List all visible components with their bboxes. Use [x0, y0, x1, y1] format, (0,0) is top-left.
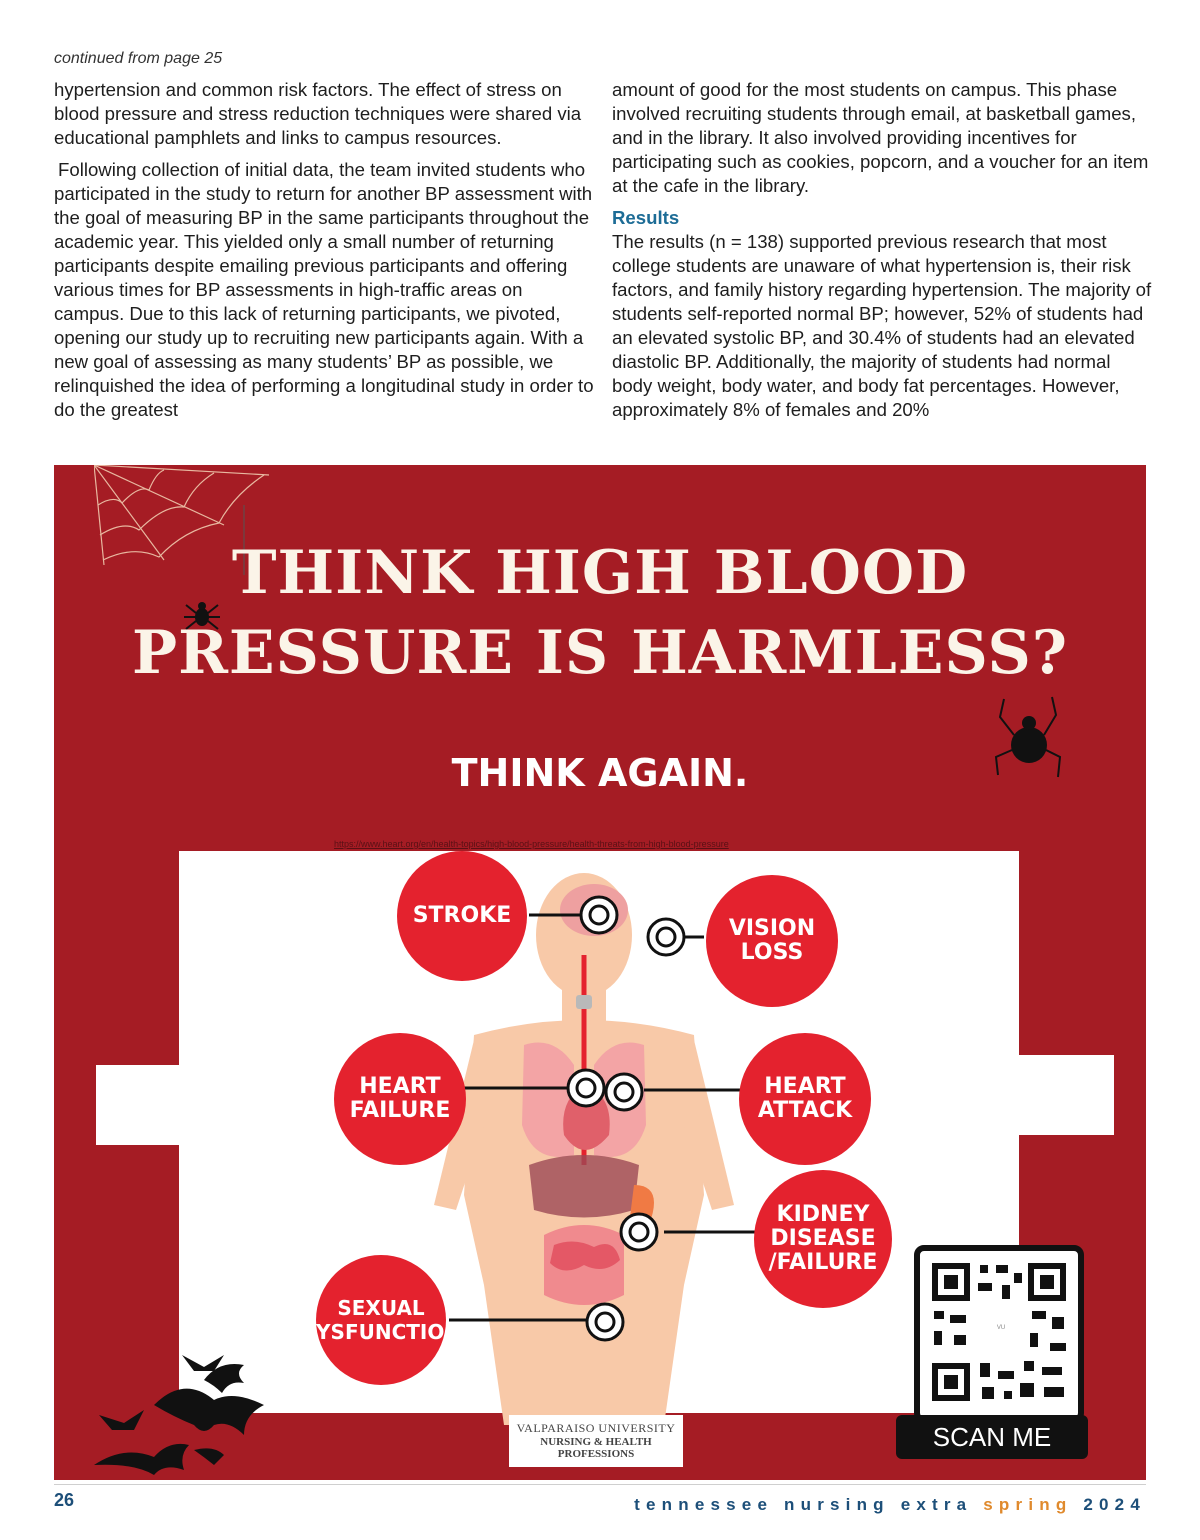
article-column-left — [54, 78, 594, 430]
bats-icon — [94, 1345, 324, 1480]
logo-university-name: VALPARAISO UNIVERSITY — [516, 1421, 676, 1435]
stroke-label: STROKE — [397, 851, 527, 981]
publication-masthead — [634, 1495, 1146, 1515]
page-number: 26 — [54, 1490, 75, 1510]
kidney-disease-label: KIDNEY DISEASE /FAILURE — [754, 1170, 892, 1308]
poster-title-line: THINK HIGH BLOOD — [231, 538, 969, 608]
paragraph: Following collection of initial data, the team invited students who participated in the study to return for another BP assessment with the goal of measuring BP in the same participants throughout the academic year. This yielded only a small number of returning participants despite emailing previous participants and offering various times for BP assessments in high-traffic areas on campus. Due to this lack of returning participants, we pivoted, opening our study up to recruiting new participants again. With a new goal of assessing as many students’ BP as possible, we relinquished the idea of performing a longitudinal study in order to do the greatest — [54, 159, 594, 420]
svg-text:VU: VU — [996, 1325, 1006, 1331]
continued-note: continued from page 25 — [54, 50, 223, 67]
masthead-year: 2024 — [1083, 1495, 1146, 1514]
university-logo — [509, 1415, 683, 1467]
paragraph: amount of good for the most students on campus. This phase involved recruiting students through email, at basketball games, and in the library. It also involved providing incentives for participating such as cookies, popcorn, and a voucher for an item at the cafe in the library. — [612, 79, 1149, 196]
sexual-dysfunction-label: SEXUAL DYSFUNCTION — [316, 1255, 446, 1385]
scan-me-button[interactable]: SCAN ME — [896, 1415, 1088, 1459]
qr-code-icon — [920, 1251, 1078, 1417]
source-link[interactable]: https://www.heart.org/en/health-topics/high-blood-pressure/health-threats-from-high-blood-pressure — [334, 839, 729, 849]
qr-code[interactable] — [914, 1245, 1084, 1423]
logo-college-line: PROFESSIONS — [557, 1448, 635, 1460]
heart-attack-label: HEART ATTACK — [739, 1033, 871, 1165]
masthead-title: tennessee nursing extra — [634, 1495, 973, 1514]
paragraph: The results (n = 138) supported previous research that most college students are unaware of what hypertension is, their risk factors, and family history regarding hypertension. The majority of students self-reported normal BP; however, 52% of students had an elevated systolic BP, and 30.4% of students had an elevated diastolic BP. Additionally, the majority of students had normal body weight, body water, and body fat percentages. However, approximately 8% of females and 20% — [612, 231, 1152, 420]
logo-college-line: NURSING & HEALTH — [540, 1436, 652, 1448]
masthead-season: spring — [983, 1495, 1073, 1514]
vision-loss-label: VISION LOSS — [706, 875, 838, 1007]
poster-subtitle: THINK AGAIN. — [451, 751, 749, 795]
paragraph: hypertension and common risk factors. The effect of stress on blood pressure and stress reduction techniques were shared via educational pamphlets and links to campus resources. — [54, 79, 582, 148]
heart-failure-label: HEART FAILURE — [334, 1033, 466, 1165]
results-heading: Results — [612, 207, 680, 228]
poster-title-line: PRESSURE IS HARMLESS? — [131, 618, 1069, 688]
bp-awareness-poster — [54, 465, 1146, 1480]
footer-divider — [54, 1484, 1146, 1485]
article-column-right — [612, 78, 1152, 430]
